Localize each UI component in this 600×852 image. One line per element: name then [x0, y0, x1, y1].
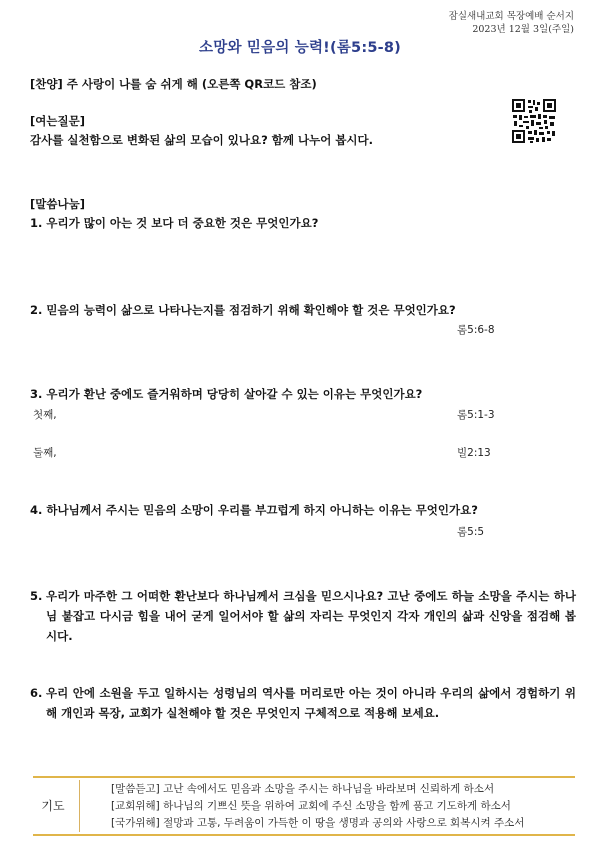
question-4-ref: 롬5:5: [457, 526, 485, 538]
question-6-number: 6.: [30, 686, 43, 700]
question-2-ref: 롬5:6-8: [457, 324, 495, 336]
hymn-line: [찬양] 주 사랑이 나를 숨 쉬게 해 (오른쪽 QR코드 참조): [30, 77, 317, 91]
prayer-label: 기도: [41, 799, 65, 813]
question-5-text: 우리가 마주한 그 어떠한 환난보다 하나님께서 크심을 믿으시나요? 고난 중에도 하늘 소망을 주시는 하나님 붙잡고 다시금 힘을 내어 굳게 일어서야 할 삶의 자리는 무엇인지 각자 개인의 삶과 신앙을 점검해 봅시다.: [46, 589, 576, 643]
prayer-divider: [79, 780, 80, 832]
question-4: 4. 하나님께서 주시는 믿음의 소망이 우리를 부끄럽게 하지 아니하는 이유는 무엇인가요?: [30, 503, 478, 517]
sharing-label: [말씀나눔]: [30, 197, 85, 211]
question-5-number: 5.: [30, 589, 43, 603]
question-2: 2. 믿음의 능력이 삶으로 나타나는지를 점검하기 위해 확인해야 할 것은 무엇인가요?: [30, 303, 456, 317]
worship-date: 2023년 12월 3일(주일): [472, 24, 574, 35]
church-header: [449, 10, 574, 36]
prayer-list: [111, 781, 524, 832]
opening-label: [여는질문]: [30, 114, 85, 128]
opening-question: 감사를 실천함으로 변화된 삶의 모습이 있나요? 함께 나누어 봅시다.: [30, 133, 374, 147]
question-3: 3. 우리가 환난 중에도 즐거워하며 당당히 살아갈 수 있는 이유는 무엇인가요?: [30, 387, 423, 401]
question-6-text: 우리 안에 소원을 두고 일하시는 성령님의 역사를 머리로만 아는 것이 아니라 우리의 삶에서 경험하기 위해 개인과 목장, 교회가 실천해야 할 것은 무엇인지 구체적으로 적용해 보세요.: [46, 686, 576, 720]
qr-code-icon[interactable]: [511, 98, 557, 144]
prayer-item-church: [교회위해] 하나님의 기쁘신 뜻을 위하여 교회에 주신 소망을 함께 품고 기도하게 하소서: [111, 800, 511, 812]
page-title: 소망와 믿음의 능력!(롬5:5-8): [199, 40, 401, 56]
question-3-second: 둘째,: [33, 447, 57, 459]
question-3-first: 첫째,: [33, 409, 57, 421]
question-1: 1. 우리가 많이 아는 것 보다 더 중요한 것은 무엇인가요?: [30, 216, 319, 230]
prayer-item-nation: [국가위해] 절망과 고통, 두려움이 가득한 이 땅을 생명과 공의와 사랑으로 회복시켜 주소서: [111, 817, 525, 829]
question-3-second-ref: 빌2:13: [457, 447, 491, 459]
prayer-box: [33, 776, 575, 836]
question-3-first-ref: 롬5:1-3: [457, 409, 495, 421]
church-name: 잠실새내교회 목장예배 순서지: [448, 11, 574, 22]
prayer-item-word: [말씀듣고] 고난 속에서도 믿음과 소망을 주시는 하나님을 바라보며 신뢰하게 하소서: [111, 783, 495, 795]
question-5: [30, 586, 576, 646]
question-6: [30, 683, 576, 723]
